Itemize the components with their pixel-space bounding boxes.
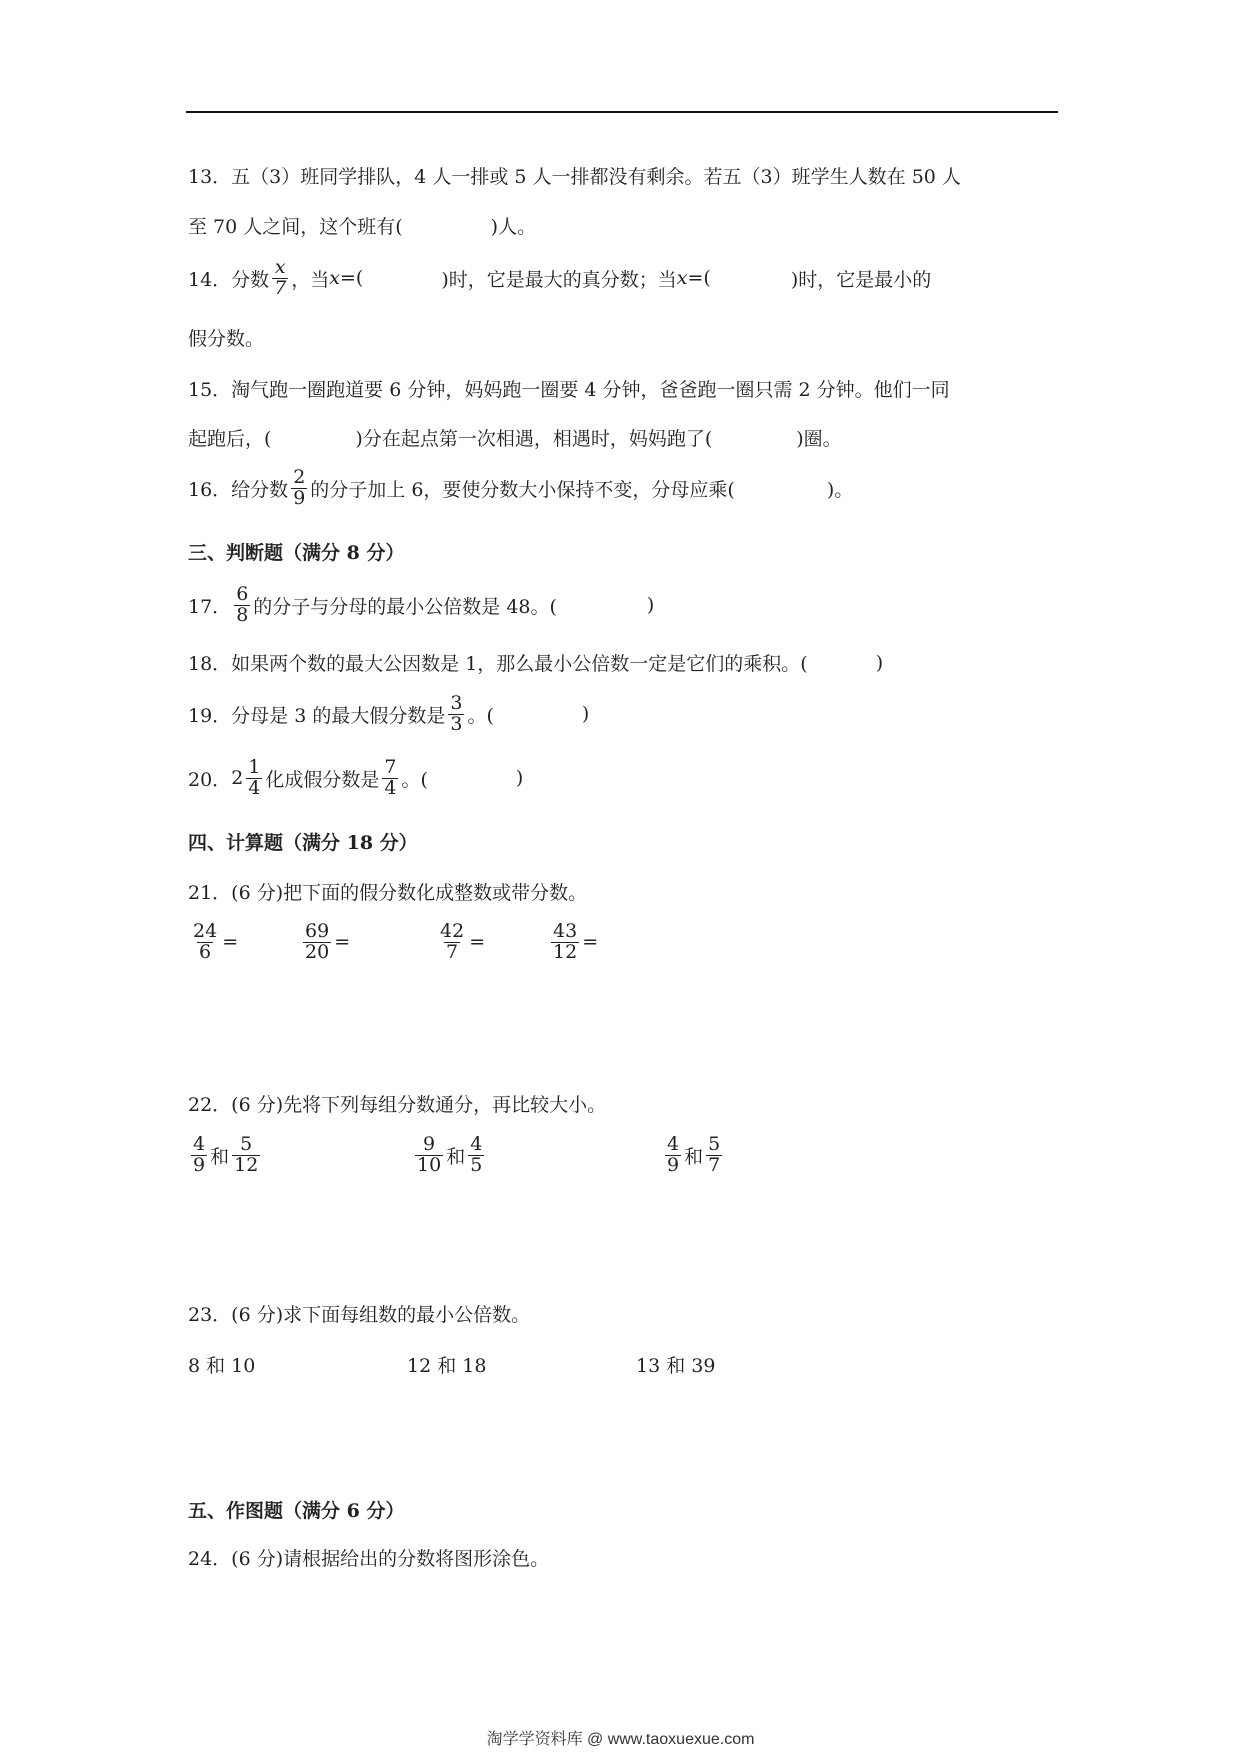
q21-item: $\frac{43}{12}$ = xyxy=(553,920,599,963)
q20-line: 20． 2 $\frac{1}{4}$ 化成假分数是 $\frac{7}{4}$ 。( ) xyxy=(188,756,524,799)
q22-pair: $\frac{9}{10}$ 和 $\frac{4}{5}$ xyxy=(417,1133,483,1176)
q15-line1: 15．淘气跑一圈跑道要 6 分钟，妈妈跑一圈要 4 分钟，爸爸跑一圈只需 2 分钟。他们一同 xyxy=(188,379,950,401)
q24-text: 24．(6 分)请根据给出的分数将图形涂色。 xyxy=(188,1548,550,1570)
q15-line2: 起跑后，( )分在起点第一次相遇，相遇时，妈妈跑了( )圈。 xyxy=(188,428,842,450)
q22-pair: $\frac{4}{9}$ 和 $\frac{5}{12}$ xyxy=(193,1133,259,1176)
q18-line: 18．如果两个数的最大公因数是 1，那么最小公倍数一定是它们的乘积。( ) xyxy=(188,651,884,675)
q23-text: 23．(6 分)求下面每组数的最小公倍数。 xyxy=(188,1304,531,1326)
q23-item: 13 和 39 xyxy=(636,1355,716,1377)
fraction: $\frac{7}{4}$ xyxy=(384,756,397,799)
q16-line: 16．给分数 $\frac{2}{9}$ 的分子加上 6，要使分数大小保持不变，分母应乘( )。 xyxy=(188,466,854,509)
fraction: $\frac{3}{3}$ xyxy=(450,692,463,735)
header-rule xyxy=(186,111,1058,113)
mixed-number: 2 $\frac{1}{4}$ xyxy=(231,756,261,799)
section-title-judgement: 三、判断题（满分 8 分） xyxy=(188,542,405,564)
q23-item: 12 和 18 xyxy=(407,1355,487,1377)
q17-line: 17． $\frac{6}{8}$ 的分子与分母的最小公倍数是 48。( ) xyxy=(188,583,655,626)
q22-text: 22．(6 分)先将下列每组分数通分，再比较大小。 xyxy=(188,1094,607,1116)
q21-item: $\frac{42}{7}$ = xyxy=(440,920,486,963)
q21-text: 21．(6 分)把下面的假分数化成整数或带分数。 xyxy=(188,882,588,904)
section-title-calculation: 四、计算题（满分 18 分） xyxy=(188,832,418,854)
q13-line2: 至 70 人之间，这个班有( )人。 xyxy=(188,216,537,238)
q14-line2: 假分数。 xyxy=(188,328,265,350)
q21-item: $\frac{24}{6}$ = xyxy=(193,920,239,963)
q13-line1: 13．五（3）班同学排队，4 人一排或 5 人一排都没有剩余。若五（3）班学生人数在 50 人 xyxy=(188,166,961,188)
fraction: $\frac{6}{8}$ xyxy=(236,583,249,626)
q21-item: $\frac{69}{20}$ = xyxy=(305,920,351,963)
q22-pair: $\frac{4}{9}$ 和 $\frac{5}{7}$ xyxy=(667,1133,721,1176)
section-title-drawing: 五、作图题（满分 6 分） xyxy=(188,1500,405,1522)
q23-item: 8 和 10 xyxy=(188,1355,256,1377)
q14-line1: 14．分数 $\frac{x}{7}$ ，当 x =( )时，它是最大的真分数；当 x =( )时，它是最小的 xyxy=(188,256,932,299)
fraction: $\frac{2}{9}$ xyxy=(293,466,306,509)
q19-line: 19．分母是 3 的最大假分数是 $\frac{3}{3}$ 。( ) xyxy=(188,692,590,735)
fraction: $\frac{x}{7}$ xyxy=(274,256,287,299)
footer-watermark: 淘学学资料库 @ www.taoxuexue.com xyxy=(486,1731,755,1748)
